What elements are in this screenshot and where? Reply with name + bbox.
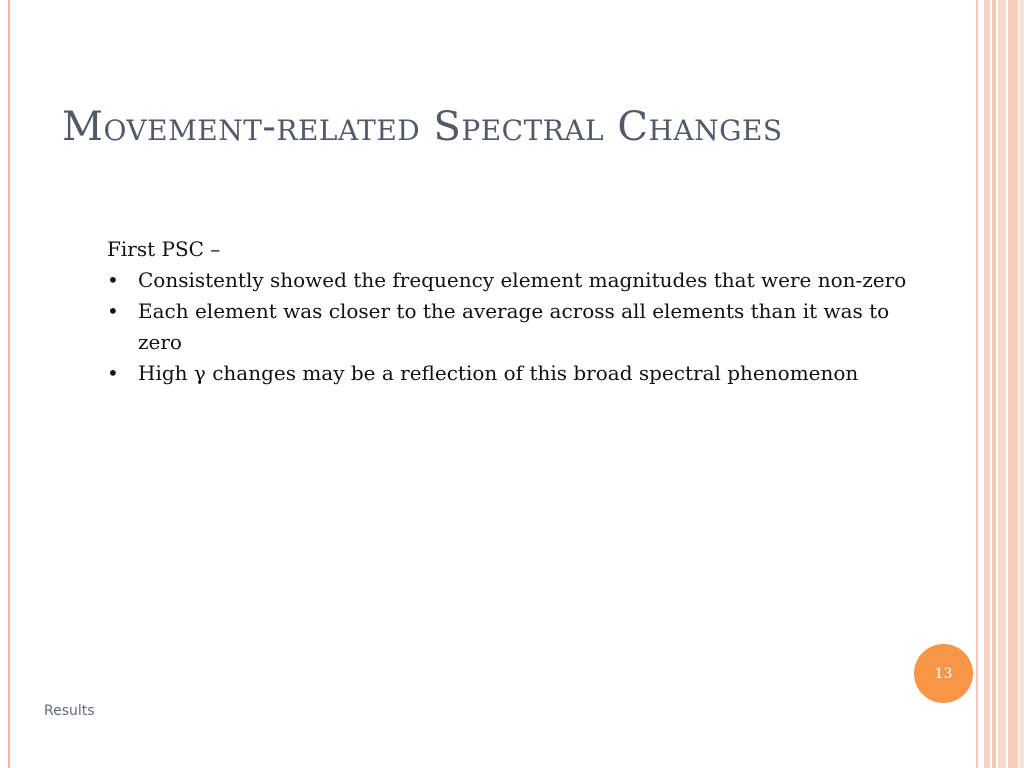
footer-section-label: Results [44, 703, 95, 719]
decorative-stripe [976, 0, 978, 768]
slide-body [107, 234, 937, 389]
decorative-stripe [1008, 0, 1018, 768]
bullet-marker: • [107, 299, 119, 323]
bullet-text: Each element was closer to the average across all elements than it was to zero [138, 299, 890, 354]
bullet-item [107, 358, 937, 389]
intro-line: First PSC – [107, 237, 221, 261]
bullet-marker: • [107, 268, 119, 292]
bullet-item [107, 265, 937, 296]
decorative-stripe [1019, 0, 1024, 768]
page-number: 13 [934, 665, 953, 682]
bullet-item [107, 296, 937, 358]
bullet-text: Consistently showed the frequency element magnitudes that were non-zero [138, 268, 907, 292]
page-number-badge [914, 644, 973, 703]
bullet-text: High γ changes may be a reflection of this broad spectral phenomenon [138, 361, 859, 385]
decorative-stripe [992, 0, 996, 768]
decorative-stripe [984, 0, 990, 768]
bullet-marker: • [107, 361, 119, 385]
slide-title: Movement-related Spectral Changes [62, 104, 783, 150]
left-border-frame [0, 0, 10, 768]
decorative-stripe [998, 0, 1006, 768]
bullet-list [107, 265, 937, 389]
